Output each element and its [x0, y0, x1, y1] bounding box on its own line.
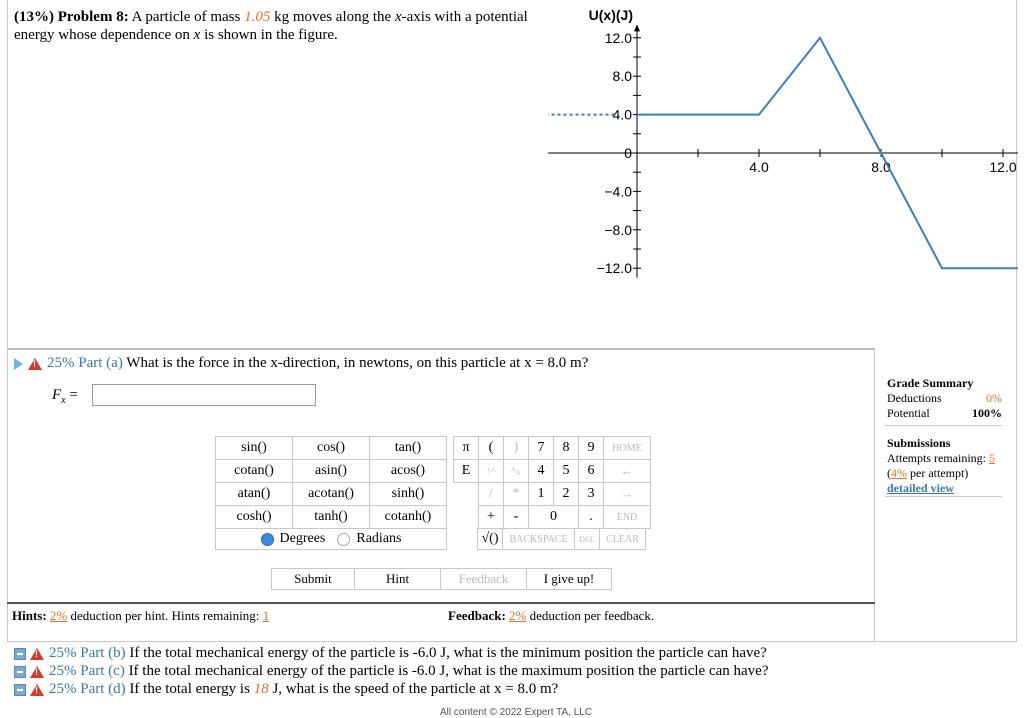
answer-variable-label	[52, 387, 78, 406]
right-arrow-button[interactable]: →	[604, 483, 651, 506]
expand-triangle-icon[interactable]	[14, 358, 23, 370]
action-buttons	[272, 568, 612, 590]
detailed-view-link[interactable]: detailed view	[887, 481, 954, 495]
sinh-button[interactable]: sinh()	[370, 483, 447, 506]
problem-text-2: kg moves along the	[270, 9, 395, 25]
feedback-button[interactable]: Feedback	[440, 568, 527, 590]
cos-button[interactable]: cos()	[293, 437, 370, 460]
potential-energy-graph	[548, 2, 1018, 282]
lparen-button[interactable]: (	[479, 437, 504, 460]
part-b-question: If the total mechanical energy of the particle is -6.0 J, what is the minimum position the particle can have?	[129, 645, 767, 661]
hints-pct: 2%	[49, 608, 68, 623]
digit-7-button[interactable]: 7	[529, 437, 554, 460]
part-d-label: Part (d)	[80, 681, 126, 697]
part-a-question	[14, 355, 588, 372]
y-tick-label: 0	[624, 145, 632, 161]
warning-icon	[30, 666, 44, 678]
digit-8-button[interactable]: 8	[554, 437, 579, 460]
attempts-value: 5	[988, 451, 995, 465]
part-b-percent: 25%	[49, 645, 77, 661]
backspace-button[interactable]: BACKSPACE	[502, 528, 575, 550]
asin-button[interactable]: asin()	[293, 460, 370, 483]
deductions-label: Deductions	[887, 391, 942, 405]
digit-9-button[interactable]: 9	[579, 437, 604, 460]
var-name: F	[52, 387, 62, 403]
tan-button[interactable]: tan()	[370, 437, 447, 460]
y-tick-label: 12.0	[604, 29, 632, 46]
warning-icon	[30, 648, 44, 660]
problem-text-4: is shown in the figure.	[200, 27, 338, 43]
part-a-percent: 25%	[47, 355, 75, 371]
part-a-label: Part (a)	[78, 355, 123, 371]
hints-text: deduction per hint. Hints remaining:	[67, 608, 263, 623]
digit-6-button[interactable]: 6	[579, 460, 604, 483]
del-button[interactable]: DEL	[574, 528, 600, 550]
collapsed-part-icon	[14, 666, 26, 678]
plus-button[interactable]: +	[479, 506, 504, 529]
sqrt-button[interactable]: √()	[477, 528, 503, 550]
sin-button[interactable]: sin()	[216, 437, 293, 460]
feedback-text: deduction per feedback.	[526, 608, 655, 623]
x-tick-label: 8.0	[871, 159, 891, 175]
degrees-label: Degrees	[279, 531, 326, 546]
radians-radio[interactable]	[337, 533, 350, 546]
problem-text-3: -axis with a potential energy whose dependence on	[14, 9, 528, 43]
problem-var-x: x	[394, 9, 402, 25]
warning-icon	[28, 358, 42, 370]
part-c-percent: 25%	[49, 663, 77, 679]
x-tick-label: 4.0	[749, 159, 769, 175]
y-tick-label: 8.0	[612, 68, 632, 85]
degrees-radio[interactable]	[261, 533, 274, 546]
digit-4-button[interactable]: 4	[529, 460, 554, 483]
part-a-text: What is the force in the x-direction, in newtons, on this particle at x = 8.0 m?	[126, 355, 589, 371]
e-button[interactable]: E	[454, 460, 479, 483]
submit-button[interactable]: Submit	[271, 568, 355, 590]
equals-sign: =	[69, 387, 78, 403]
decimal-button[interactable]: .	[579, 506, 604, 529]
end-button[interactable]: END	[604, 506, 651, 529]
per-attempt-text: per attempt)	[907, 466, 969, 480]
superscript-up-button[interactable]: ↑^	[479, 460, 504, 483]
submissions-divider	[885, 496, 1002, 497]
y-axis-arrow	[634, 24, 640, 31]
hints-label: Hints:	[12, 608, 47, 623]
answer-input[interactable]	[92, 384, 316, 406]
var-subscript: x	[61, 395, 66, 406]
part-c-label: Part (c)	[80, 663, 125, 679]
superscript-down-button[interactable]: ^↓	[504, 460, 529, 483]
part-d-question-1: If the total energy is	[129, 681, 254, 697]
function-keypad	[215, 436, 447, 529]
divide-button[interactable]: /	[479, 483, 504, 506]
warning-icon	[30, 684, 44, 696]
problem-text-1: A particle of mass	[131, 9, 245, 25]
problem-var-x-2: x	[193, 27, 201, 43]
feedback-info	[443, 602, 875, 642]
footer-copyright: All content © 2022 Expert TA, LLC	[440, 707, 593, 718]
cotanh-button[interactable]: cotanh()	[370, 506, 447, 529]
hint-button[interactable]: Hint	[354, 568, 441, 590]
problem-title: (13%) Problem 8:	[14, 9, 129, 25]
atan-button[interactable]: atan()	[216, 483, 293, 506]
y-tick-label: 4.0	[612, 106, 632, 123]
part-c-question: If the total mechanical energy of the particle is -6.0 J, what is the maximum position the particle can have?	[128, 663, 769, 679]
feedback-pct: 2%	[509, 608, 527, 623]
submissions-title: Submissions	[887, 436, 951, 450]
feedback-label: Feedback:	[448, 608, 506, 623]
home-button[interactable]: HOME	[604, 437, 651, 460]
give-up-button[interactable]: I give up!	[526, 568, 612, 590]
multiply-button[interactable]: *	[504, 483, 529, 506]
radians-label: Radians	[356, 531, 402, 546]
grade-summary	[887, 376, 1002, 496]
per-attempt-pct: 4%	[891, 466, 907, 480]
y-tick-label: −4.0	[604, 183, 632, 200]
grade-divider	[885, 425, 1002, 426]
digit-5-button[interactable]: 5	[554, 460, 579, 483]
clear-button[interactable]: CLEAR	[599, 528, 646, 550]
hints-info	[7, 602, 443, 642]
collapsed-part-icon	[14, 648, 26, 660]
attempts-label: Attempts remaining:	[887, 451, 989, 465]
digit-1-button[interactable]: 1	[529, 483, 554, 506]
digit-0-button[interactable]: 0	[529, 506, 579, 529]
rparen-button[interactable]: )	[504, 437, 529, 460]
potential-value: 100%	[972, 406, 1002, 420]
y-tick-label: −12.0	[596, 260, 632, 277]
deductions-value: 0%	[986, 391, 1002, 405]
digit-2-button[interactable]: 2	[554, 483, 579, 506]
digit-3-button[interactable]: 3	[579, 483, 604, 506]
potential-label: Potential	[887, 406, 930, 420]
problem-statement	[14, 8, 554, 44]
part-d-question-2: J, what is the speed of the particle at x = 8.0 m?	[268, 681, 559, 697]
cosh-button[interactable]: cosh()	[216, 506, 293, 529]
pi-button[interactable]: π	[454, 437, 479, 460]
part-c-row[interactable]	[14, 663, 769, 680]
grade-title: Grade Summary	[887, 376, 974, 390]
cotan-button[interactable]: cotan()	[216, 460, 293, 483]
tanh-button[interactable]: tanh()	[293, 506, 370, 529]
numeric-keypad	[453, 436, 651, 529]
collapsed-part-icon	[14, 684, 26, 696]
part-b-label: Part (b)	[80, 645, 126, 661]
angle-mode-selector	[215, 528, 447, 550]
y-tick-label: −8.0	[604, 221, 632, 238]
part-b-row[interactable]	[14, 645, 767, 662]
minus-button[interactable]: -	[504, 506, 529, 529]
mass-value: 1.05	[244, 9, 271, 25]
x-tick-label: 12.0	[989, 159, 1017, 175]
hints-remaining: 1	[262, 608, 270, 623]
part-d-energy: 18	[253, 681, 269, 697]
part-d-row[interactable]	[14, 681, 558, 698]
y-axis-label: U(x)(J)	[588, 7, 633, 23]
left-arrow-button[interactable]: ←	[604, 460, 651, 483]
acotan-button[interactable]: acotan()	[293, 483, 370, 506]
part-d-percent: 25%	[49, 681, 77, 697]
sqrt-row	[478, 528, 646, 550]
per-attempt-open: (	[887, 466, 891, 480]
acos-button[interactable]: acos()	[370, 460, 447, 483]
